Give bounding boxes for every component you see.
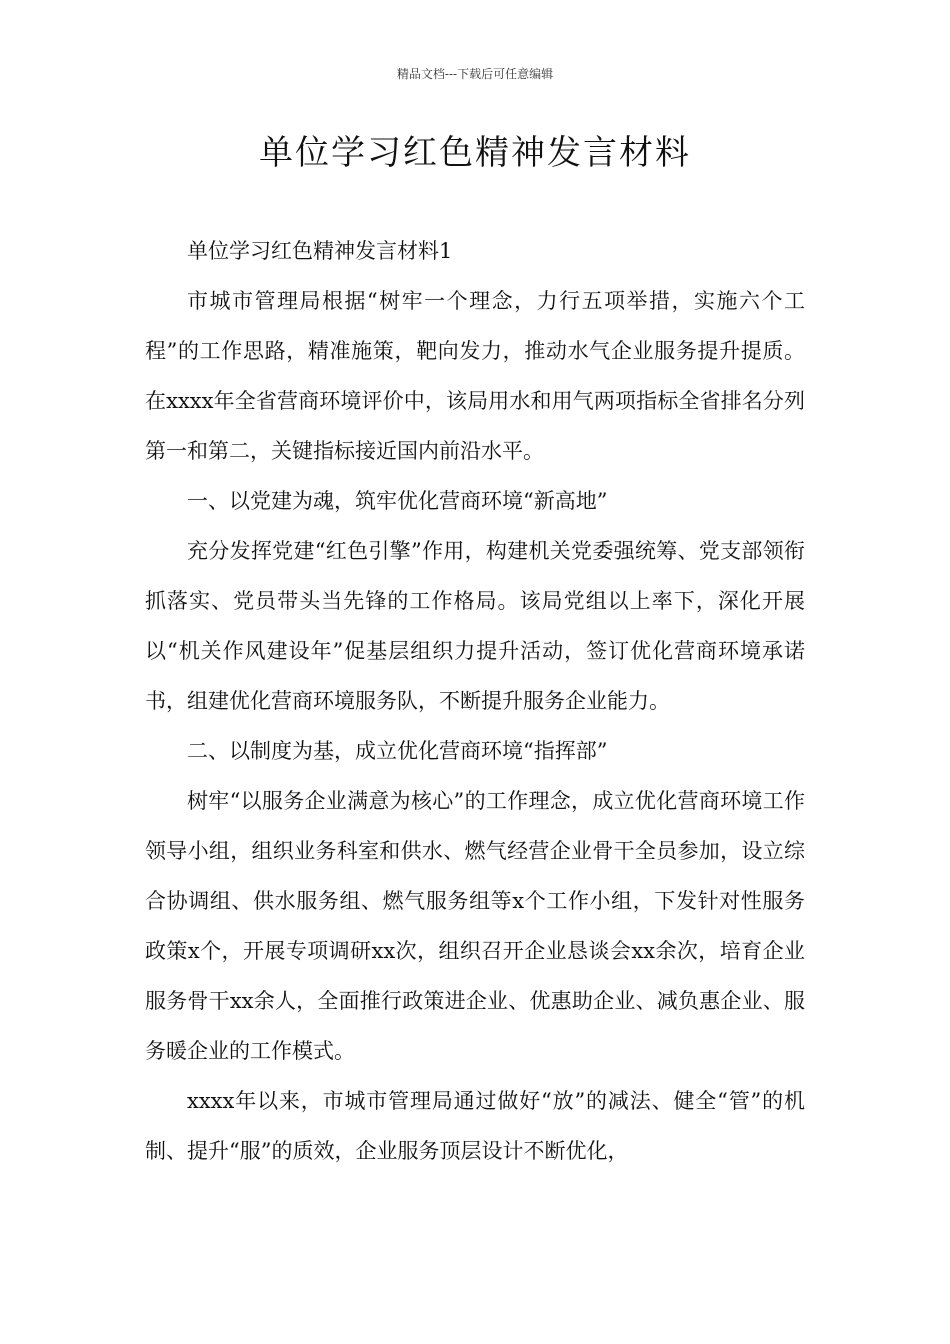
document-body — [145, 226, 805, 1176]
paragraph-section-2: 树牢“以服务企业满意为核心”的工作理念，成立优化营商环境工作领导小组，组织业务科室和供水、燃气经营企业骨干全员参加，设立综合协调组、供水服务组、燃气服务组等x个工作小组，下发针对性服务政策x个，开展专项调研xx次，组织召开企业恳谈会xx余次，培育企业服务骨干xx余人，全面推行政策进企业、优惠助企业、减负惠企业、服务暖企业的工作模式。 — [145, 789, 805, 1063]
paragraph-continuation: xxxx年以来，市城市管理局通过做好“放”的减法、健全“管”的机制、提升“服”的质效，企业服务顶层设计不断优化， — [145, 1089, 805, 1163]
section-heading-2: 二、以制度为基，成立优化营商环境“指挥部” — [187, 739, 608, 763]
paragraph-subtitle: 单位学习红色精神发言材料1 — [187, 239, 453, 263]
paragraph-section-1: 充分发挥党建“红色引擎”作用，构建机关党委强统筹、党支部领衔抓落实、党员带头当先锋的工作格局。该局党组以上率下，深化开展以“机关作风建设年”促基层组织力提升活动，签订优化营商环境承诺书，组建优化营商环境服务队，不断提升服务企业能力。 — [145, 539, 805, 713]
section-heading-1: 一、以党建为魂，筑牢优化营商环境“新高地” — [187, 489, 608, 513]
header-note: 精品文档---下载后可任意编辑 — [396, 67, 554, 81]
document-title: 单位学习红色精神发言材料 — [259, 133, 691, 173]
paragraph-intro: 市城市管理局根据“树牢一个理念，力行五项举措，实施六个工程”的工作思路，精准施策，靶向发力，推动水气企业服务提升提质。在xxxx年全省营商环境评价中，该局用水和用气两项指标全省排名分列第一和第二，关键指标接近国内前沿水平。 — [145, 289, 805, 463]
